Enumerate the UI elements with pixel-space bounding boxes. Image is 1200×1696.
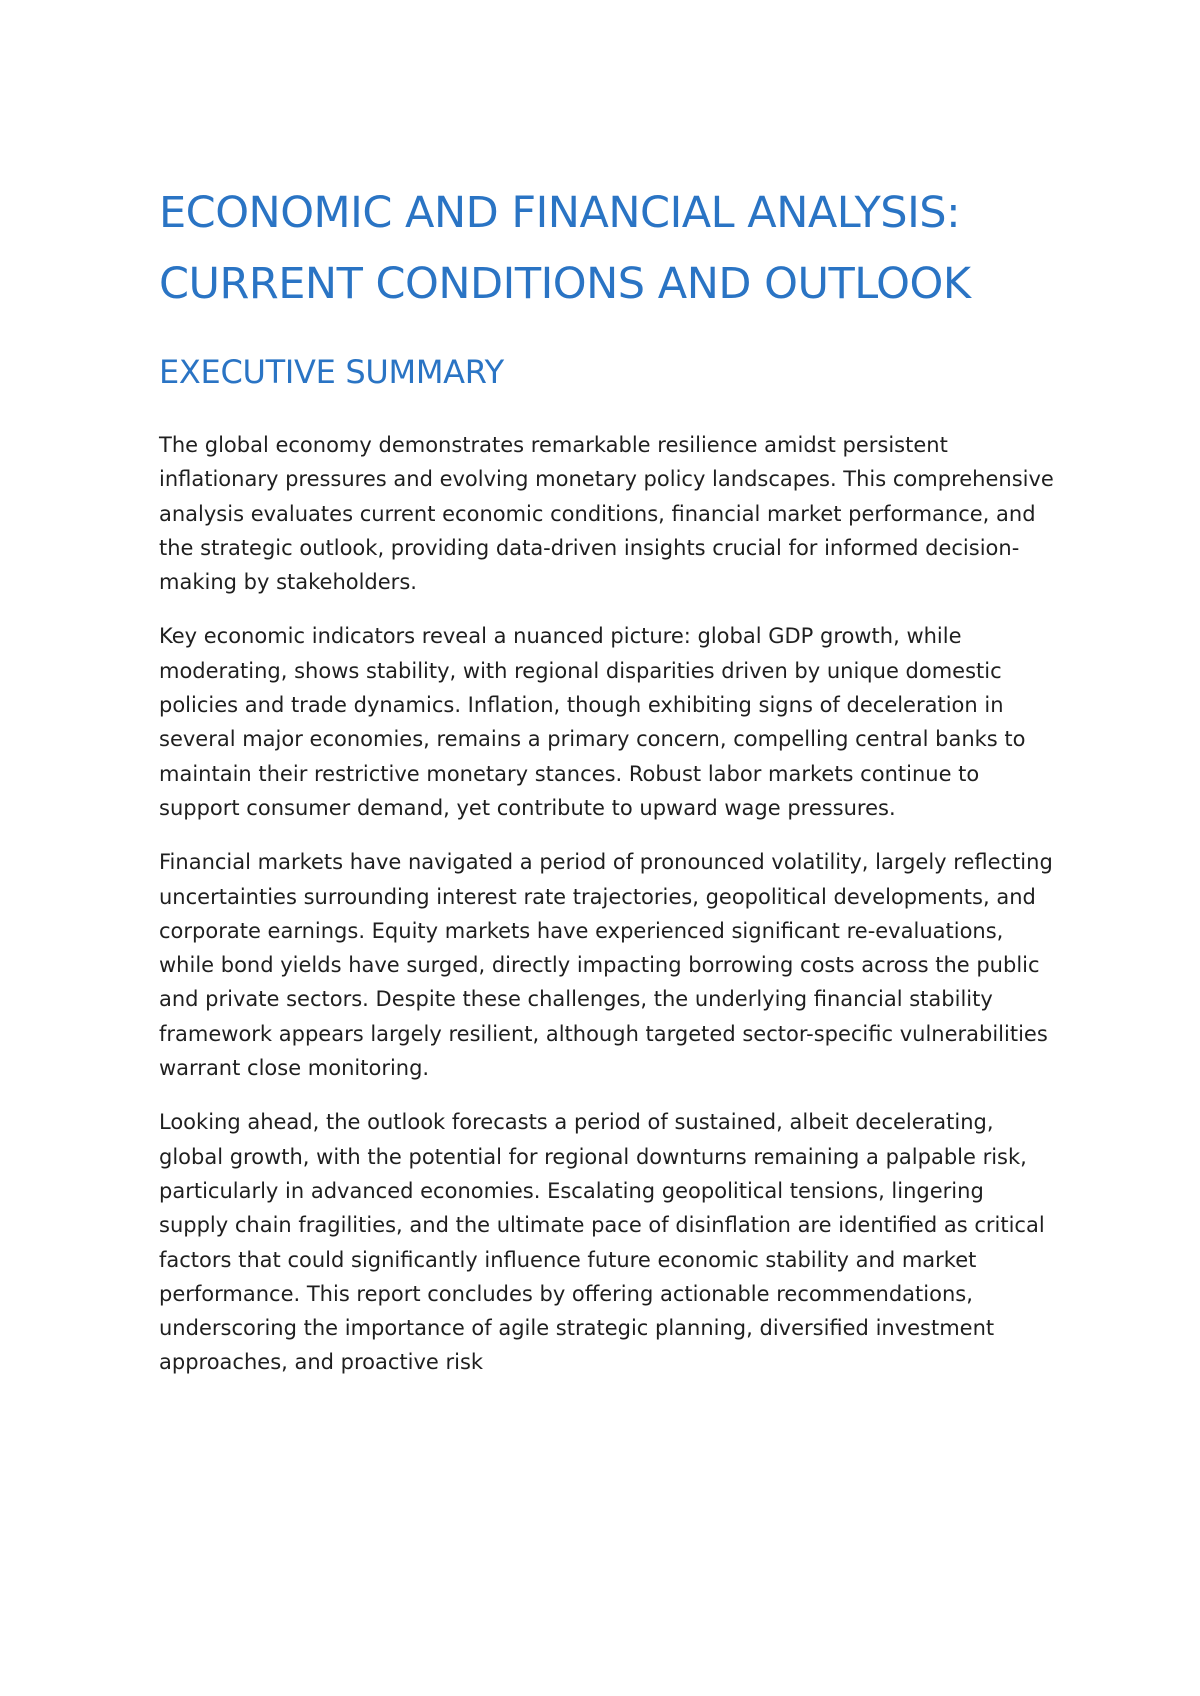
section-heading-executive-summary: EXECUTIVE SUMMARY — [159, 353, 504, 391]
paragraph-3: Financial markets have navigated a period of pronounced volatility, largely reflecting uncertainties surrounding interest rate trajectories, geopolitical developments, and corporate earnings. Equity markets have experienced significant re-evaluations, while bond yields have surged, directly impacting borrowing costs across the public and private sectors. Despite these challenges, the underlying financial stability framework appears largely resilient, although targeted sector-specific vulnerabilities warrant close monitoring. — [159, 850, 1053, 1081]
paragraph-1: The global economy demonstrates remarkable resilience amidst persistent inflationary pressures and evolving monetary policy landscapes. This comprehensive analysis evaluates current economic conditions, financial market performance, and the strategic outlook, providing data-driven insights crucial for informed decision-making by stakeholders. — [159, 433, 1054, 595]
document-content — [159, 178, 1059, 1380]
document-title: ECONOMIC AND FINANCIAL ANALYSIS: CURRENT CONDITIONS AND OUTLOOK — [159, 188, 971, 309]
paragraph-2: Key economic indicators reveal a nuanced picture: global GDP growth, while moderating, shows stability, with regional disparities driven by unique domestic policies and trade dynamics. Inflation, though exhibiting signs of deceleration in several major economies, remains a primary concern, compelling central banks to maintain their restrictive monetary stances. Robust labor markets continue to support consumer demand, yet contribute to upward wage pressures. — [159, 624, 1026, 820]
paragraph-4: Looking ahead, the outlook forecasts a period of sustained, albeit decelerating, global growth, with the potential for regional downturns remaining a palpable risk, particularly in advanced economies. Escalating geopolitical tensions, lingering supply chain fragilities, and the ultimate pace of disinflation are identified as critical factors that could significantly influence future economic stability and market performance. This report concludes by offering actionable recommendations, underscoring the importance of agile strategic planning, diversified investment approaches, and proactive risk — [159, 1110, 1045, 1375]
